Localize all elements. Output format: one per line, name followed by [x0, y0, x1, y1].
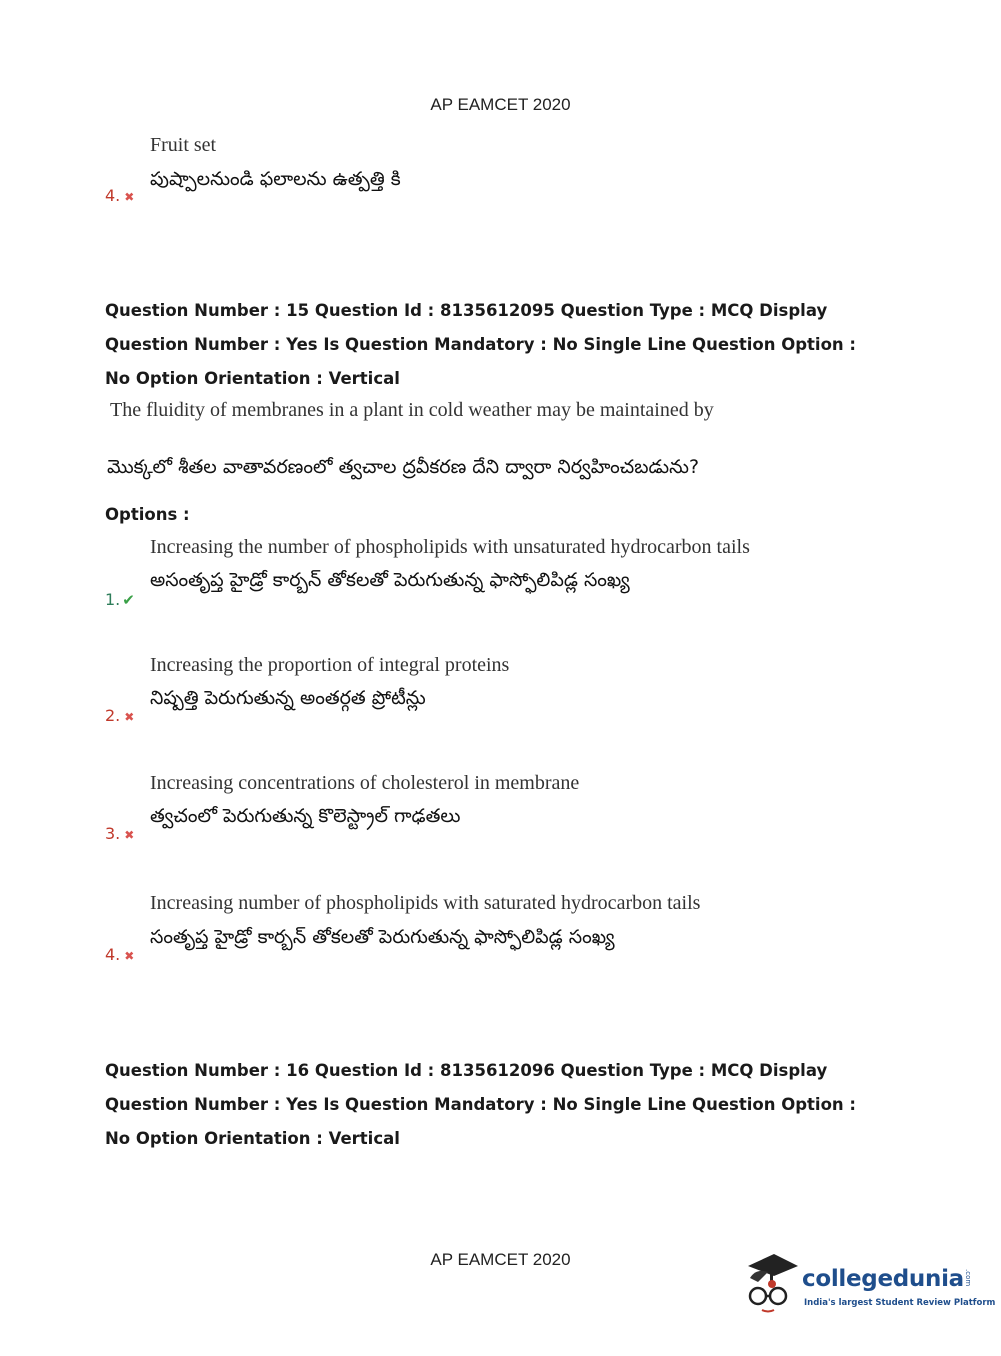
correct-check-icon: ✔	[122, 591, 135, 609]
wrong-cross-icon: ✖	[124, 190, 135, 204]
wrong-cross-icon: ✖	[124, 949, 135, 963]
option-1-number: 1. ✔	[105, 590, 135, 609]
options-label: Options :	[105, 505, 190, 524]
question-16-meta: Question Number : 16 Question Id : 8135612096 Question Type : MCQ Display Question Number : Yes Is Question Mandatory : No Single Line Question Option : No Option Orientation : Vertical	[105, 1061, 857, 1148]
option-2-number: 2. ✖	[105, 706, 135, 725]
option-3-english: Increasing concentrations of cholesterol in membrane	[150, 772, 580, 794]
option-2-telugu: నిష్పత్తి పెరుగుతున్న అంతర్గత ప్రోటీన్లు	[150, 687, 426, 709]
logo-suffix: .com	[963, 1268, 972, 1286]
prev-option-telugu: పుష్పాలనుండి ఫలాలను ఉత్పత్తి కి	[150, 168, 401, 190]
collegedunia-logo	[740, 1248, 996, 1318]
page-header-title: AP EAMCET 2020	[430, 95, 571, 114]
option-4-english: Increasing number of phospholipids with saturated hydrocarbon tails	[150, 892, 701, 914]
option-4-telugu: సంతృప్త హైడ్రో కార్బన్ తోకలతో పెరుగుతున్న ఫాస్ఫోలిపిడ్ల సంఖ్య	[150, 926, 615, 948]
question-15-text-english: The fluidity of membranes in a plant in cold weather may be maintained by	[110, 399, 714, 421]
wrong-cross-icon: ✖	[124, 710, 135, 724]
option-1-telugu: అసంతృప్త హైడ్రో కార్బన్ తోకలతో పెరుగుతున్న ఫాస్ఫోలిపిడ్ల సంఖ్య	[150, 569, 630, 591]
wrong-cross-icon: ✖	[124, 828, 135, 842]
question-15-text-telugu: మొక్కలో శీతల వాతావరణంలో త్వచాల ద్రవీకరణ దేని ద్వారా నిర్వహించబడును?	[107, 456, 700, 478]
option-3-number: 3. ✖	[105, 824, 135, 843]
option-4-number: 4. ✖	[105, 945, 135, 964]
mascot-icon	[740, 1252, 800, 1314]
option-2-english: Increasing the proportion of integral proteins	[150, 654, 510, 676]
page-footer-title: AP EAMCET 2020	[430, 1250, 571, 1269]
question-15-meta: Question Number : 15 Question Id : 8135612095 Question Type : MCQ Display Question Number : Yes Is Question Mandatory : No Single Line Question Option : No Option Orientation : Vertical	[105, 301, 857, 388]
logo-wordmark: collegedunia	[802, 1266, 964, 1292]
prev-option-english: Fruit set	[150, 134, 217, 156]
prev-option-number: 4. ✖	[105, 186, 135, 205]
option-1-english: Increasing the number of phospholipids with unsaturated hydrocarbon tails	[150, 536, 750, 558]
option-3-telugu: త్వచంలో పెరుగుతున్న కొలెస్ట్రాల్ గాఢతలు	[150, 805, 461, 827]
logo-tagline: India's largest Student Review Platform	[804, 1298, 996, 1308]
